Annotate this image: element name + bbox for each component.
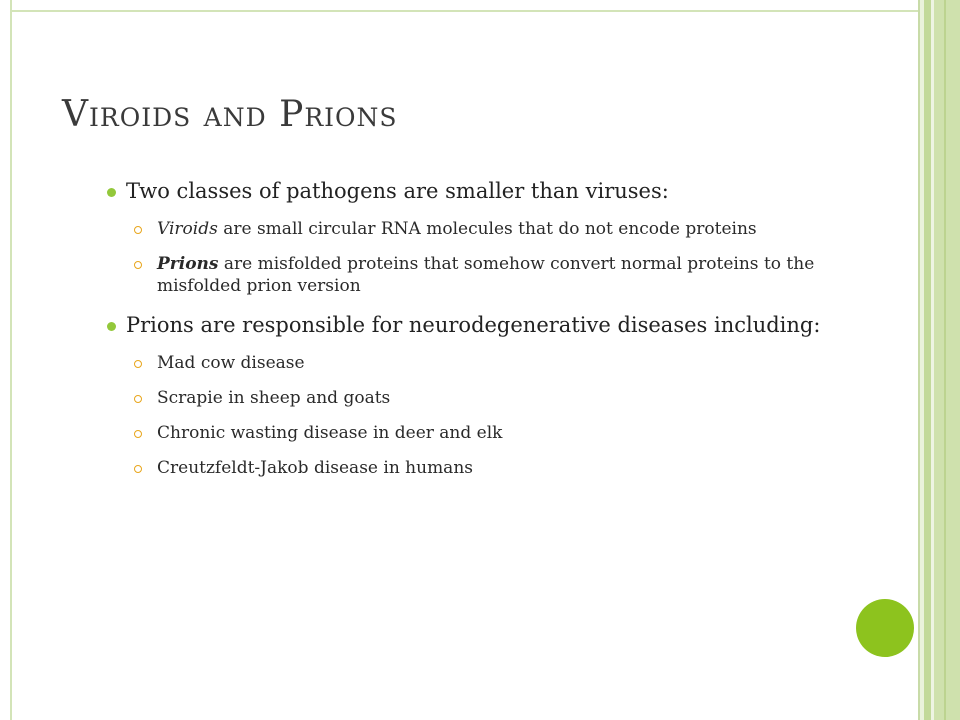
side-stripe (934, 0, 960, 720)
sub-bullet-item (134, 387, 867, 409)
term-viroids: Viroids (157, 219, 218, 239)
sub-bullet-text: Scrapie in sheep and goats (157, 388, 391, 408)
side-stripe (924, 0, 931, 720)
sub-bullet-item (134, 457, 867, 479)
sub-bullet-text: Mad cow disease (157, 353, 305, 373)
accent-circle (856, 599, 914, 657)
bullet-dot-icon (107, 188, 116, 197)
bullet-text: Prions are responsible for neurodegenerative diseases including: (126, 313, 821, 337)
sub-bullet-text: are small circular RNA molecules that do not encode proteins (217, 219, 757, 239)
ring-bullet-icon (134, 261, 142, 269)
sub-bullet-text: Creutzfeldt-Jakob disease in humans (157, 458, 473, 478)
sub-bullet-item (134, 253, 867, 297)
side-stripe (944, 0, 946, 720)
sub-bullet-text: Chronic wasting disease in deer and elk (157, 423, 503, 443)
frame-left-line (10, 0, 12, 720)
bullet-item (107, 176, 867, 206)
ring-bullet-icon (134, 360, 142, 368)
ring-bullet-icon (134, 465, 142, 473)
slide-title: Viroids and Prions (62, 94, 398, 135)
sub-bullet-item (134, 422, 867, 444)
ring-bullet-icon (134, 430, 142, 438)
bullet-item (107, 310, 867, 340)
ring-bullet-icon (134, 395, 142, 403)
frame-top-line (10, 10, 918, 12)
bullet-text: Two classes of pathogens are smaller than viruses: (126, 179, 669, 203)
sub-bullet-text: are misfolded proteins that somehow convert normal proteins to the misfolded prion version (157, 254, 815, 296)
sub-bullet-item (134, 352, 867, 374)
term-prions: Prions (157, 254, 219, 274)
slide-content (107, 176, 867, 492)
sub-bullet-item (134, 218, 867, 240)
ring-bullet-icon (134, 226, 142, 234)
bullet-dot-icon (107, 322, 116, 331)
